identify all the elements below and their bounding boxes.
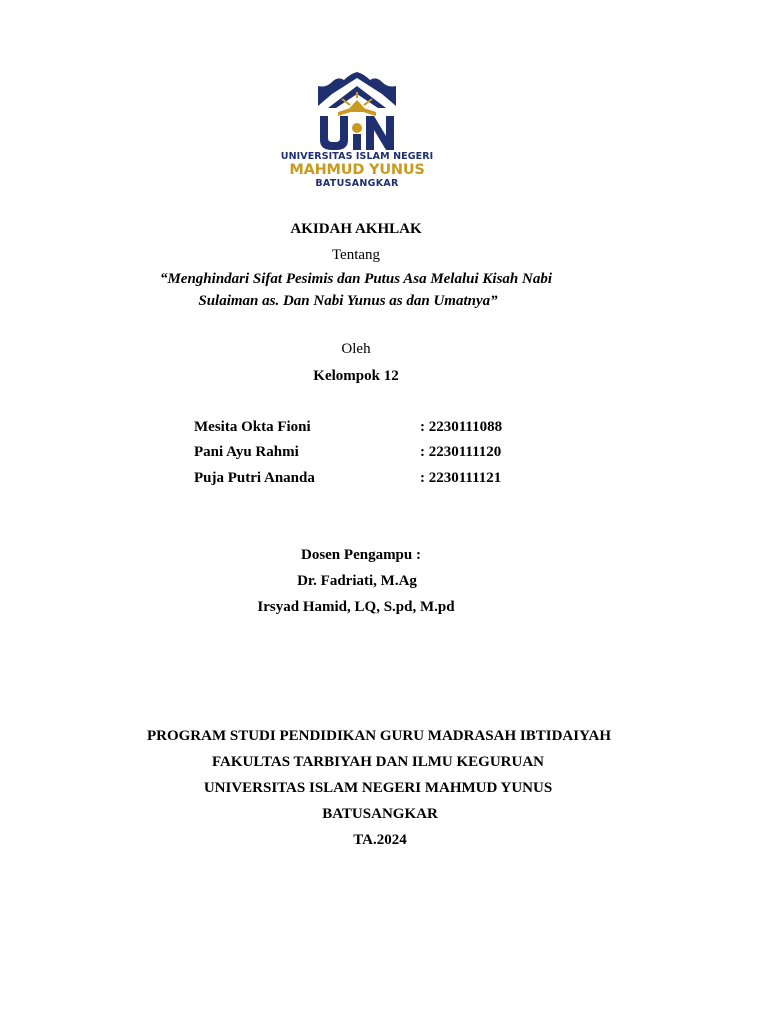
member-id: : 2230111088 xyxy=(420,419,503,435)
by-label: Oleh xyxy=(341,341,371,357)
faculty-name: FAKULTAS TARBIYAH DAN ILMU KEGURUAN xyxy=(212,754,544,770)
lecturer-label: Dosen Pengampu : xyxy=(300,547,421,563)
university-name: UNIVERSITAS ISLAM NEGERI MAHMUD YUNUS xyxy=(203,780,553,796)
city-name: BATUSANGKAR xyxy=(322,806,438,822)
about-label: Tentang xyxy=(331,247,381,263)
academic-year: TA.2024 xyxy=(353,832,407,848)
member-id: : 2230111120 xyxy=(420,444,502,460)
course-title: AKIDAH AKHLAK xyxy=(290,221,422,237)
member-name: Puja Putri Ananda xyxy=(194,470,315,486)
logo-line-name: MAHMUD YUNUS xyxy=(289,161,425,178)
logo-line-university: UNIVERSITAS ISLAM NEGERI xyxy=(280,151,434,162)
logo-line-city: BATUSANGKAR xyxy=(315,178,399,189)
logo-wordmark xyxy=(278,152,436,189)
member-name: Mesita Okta Fioni xyxy=(194,419,311,435)
member-name: Pani Ayu Rahmi xyxy=(194,444,299,460)
topic-line-1: “Menghindari Sifat Pesimis dan Putus Asa Melalui Kisah Nabi xyxy=(159,271,553,287)
member-id: : 2230111121 xyxy=(420,470,502,486)
lecturer-name: Irsyad Hamid, LQ, S.pd, M.pd xyxy=(257,599,455,615)
group-label: Kelompok 12 xyxy=(313,368,399,384)
topic-line-2: Sulaiman as. Dan Nabi Yunus as dan Umatnya” xyxy=(198,293,498,309)
lecturer-name: Dr. Fadriati, M.Ag xyxy=(297,573,417,589)
program-name: PROGRAM STUDI PENDIDIKAN GURU MADRASAH IBTIDAIYAH xyxy=(146,728,612,744)
uin-logo-icon xyxy=(316,72,398,150)
